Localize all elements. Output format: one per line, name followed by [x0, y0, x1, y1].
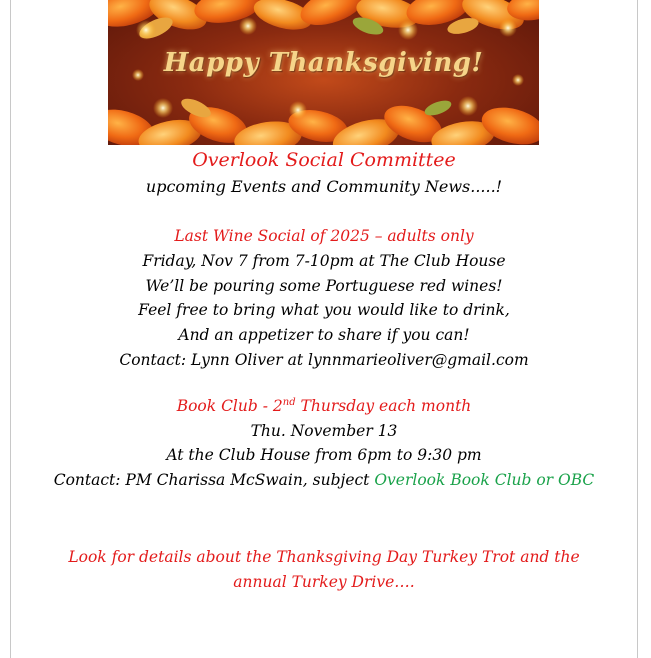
turkey-notice-line: annual Turkey Drive…. [233, 572, 415, 591]
page-subtitle: upcoming Events and Community News.....! [145, 177, 503, 196]
book-club-time: At the Club House from 6pm to 9:30 pm [166, 446, 482, 465]
turkey-notice-section [10, 545, 638, 595]
book-club-date: Thu. November 13 [250, 421, 398, 440]
turkey-notice-line: Look for details about the Thanksgiving Day Turkey Trot and the [68, 547, 580, 566]
book-club-contact [10, 468, 638, 493]
book-club-subject: Overlook Book Club or OBC [374, 471, 595, 490]
wine-social-line: And an appetizer to share if you can! [178, 326, 470, 345]
book-club-heading-text: Book Club - 2 [176, 396, 283, 415]
page-title: Overlook Social Committee [192, 149, 456, 171]
book-club-section [10, 394, 638, 493]
banner-greeting: Happy Thanksgiving! [163, 48, 484, 78]
book-club-heading-rest: Thursday each month [295, 396, 472, 415]
book-club-heading [10, 394, 638, 419]
wine-social-line: We’ll be pouring some Portuguese red wines! [145, 276, 503, 295]
wine-social-line: Friday, Nov 7 from 7-10pm at The Club House [142, 251, 506, 270]
ordinal-suffix: nd [282, 396, 296, 408]
wine-social-heading: Last Wine Social of 2025 – adults only [174, 227, 474, 245]
wine-social-section [10, 224, 638, 373]
book-club-contact-text: Contact: PM Charissa McSwain, subject [53, 471, 375, 490]
wine-social-line: Feel free to bring what you would like to drink, [138, 301, 510, 320]
wine-social-contact: Contact: Lynn Oliver at lynnmarieoliver@gmail.com [119, 350, 529, 369]
newsletter-content [10, 146, 638, 595]
thanksgiving-banner [108, 0, 539, 145]
